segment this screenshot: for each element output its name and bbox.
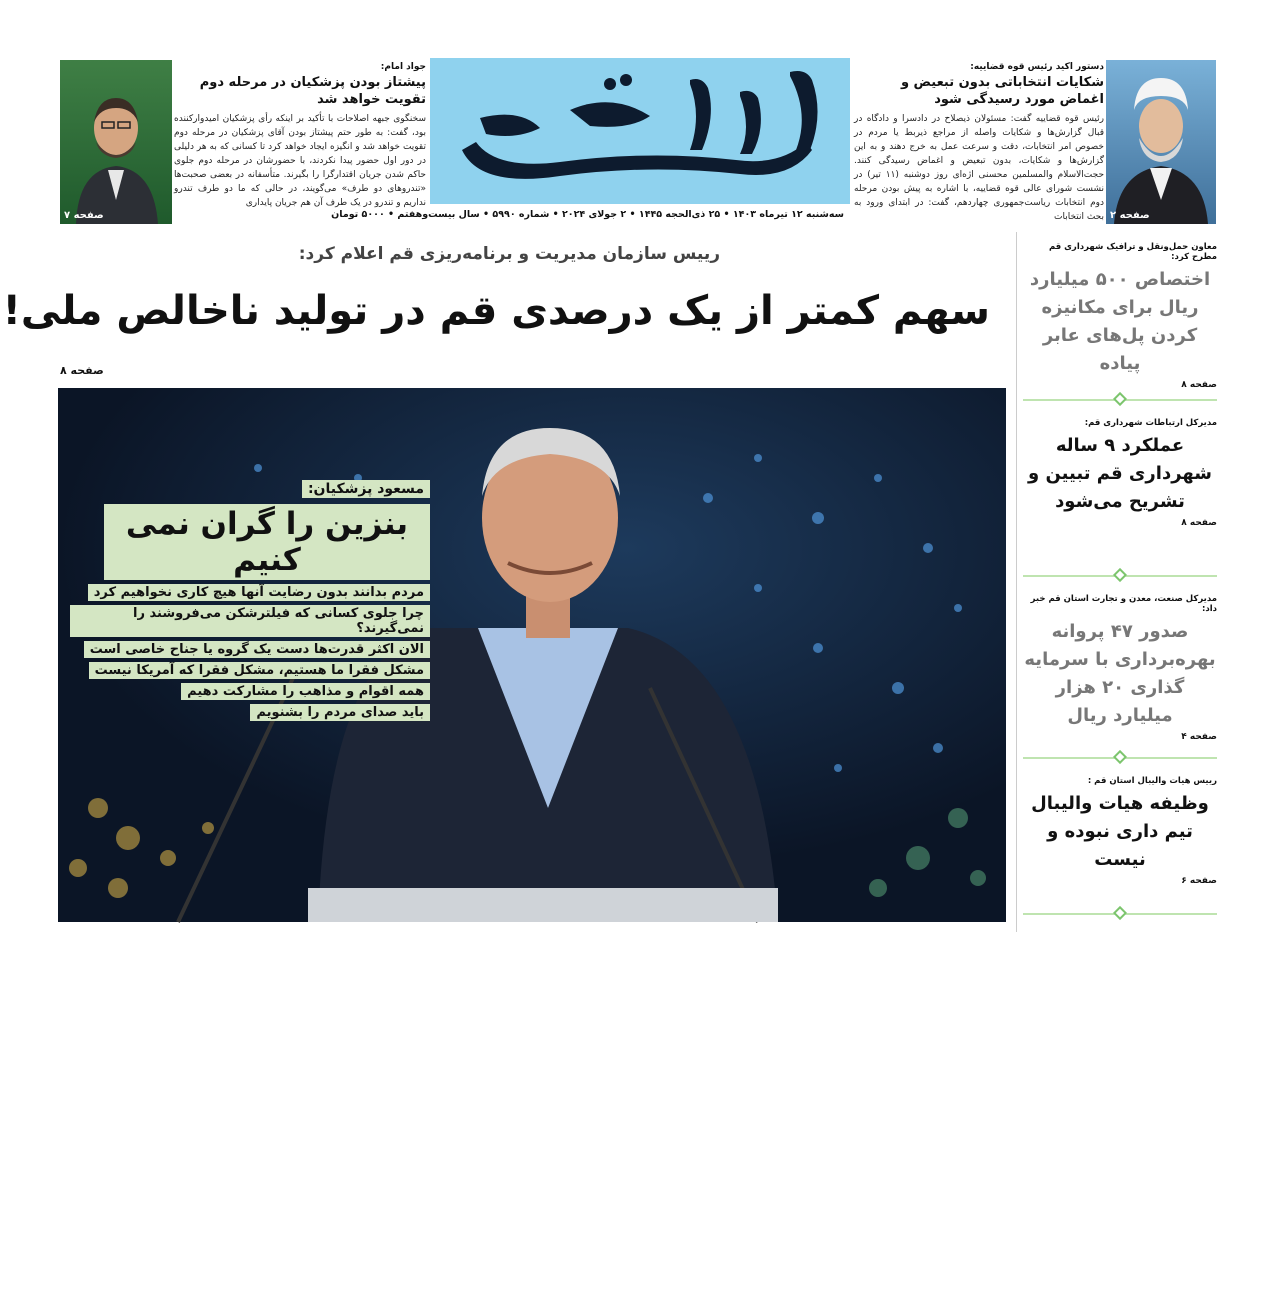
newspaper-logo (440, 58, 840, 198)
portrait-cleric-image (1106, 60, 1216, 224)
story-separator (1023, 752, 1217, 764)
teaser-right-photo-page: صفحه ۲ (1110, 210, 1150, 221)
hero-quote-box (70, 478, 430, 721)
main-headline[interactable]: سهم کمتر از یک درصدی قم در تولید ناخالص ملی! (2, 288, 990, 334)
portrait-man-image (68, 70, 164, 224)
teaser-left[interactable] (174, 60, 426, 224)
teaser-right[interactable] (854, 60, 1104, 224)
right-story-2[interactable] (1023, 418, 1217, 528)
separator-diamond-icon (1113, 392, 1127, 406)
main-page-ref: صفحه ۸ (60, 364, 104, 377)
right-story-headline[interactable]: صدور ۴۷ پروانه بهره‌برداری با سرمایه گذاری ۲۰ هزار میلیارد ریال (1024, 621, 1216, 726)
right-story-page: صفحه ۸ (1181, 380, 1217, 390)
hero-quote-line: الان اکثر قدرت‌ها دست یک گروه یا جناح خاصی است (84, 641, 430, 658)
teaser-left-body: سخنگوی جبهه اصلاحات با تأکید بر اینکه رأی پزشکیان امیدوارکننده بود، گفت: به طور حتم پیشتاز بودن آقای پزشکیان در مرحله دوم تقویت خواهد شد و انگیزه ایجاد خواهد کرد تا کسانی که به هر دلیلی در دور اول حضور پیدا نکردند، با حضورشان در مرحله دوم جلوی حاکم شدن جریان اقتدارگرا را بگیرند. متأسفانه در بعضی صحبت‌ها «تندروهای دو طرف» می‌گویند، در حالی که ما دو طرف تندرو نداریم و تندرو در یک طرف آن هم جریان پایداری (174, 114, 426, 208)
hero-quote-kicker: مسعود پزشکیان: (302, 480, 430, 498)
hero-quote-line: مشکل فقرا ما هستیم، مشکل فقرا که آمریکا نیست (89, 662, 430, 679)
right-story-page: صفحه ۴ (1181, 732, 1217, 742)
teaser-right-headline[interactable]: شکایات انتخاباتی بدون تبعیض و اغماض مورد رسیدگی شود (900, 75, 1104, 107)
teaser-right-kicker: دستور اکید رئیس قوه قضاییه: (970, 62, 1104, 72)
hero-page-ref: صفحه ۱ (120, 1296, 156, 1306)
dateline: سه‌شنبه ۱۲ تیرماه ۱۴۰۳ • ۲۵ ذی‌الحجه ۱۴۴۵ • ۲ جولای ۲۰۲۴ • شماره ۵۹۹۰ • سال بیست‌وهفتم • ۵۰۰۰ تومان (430, 204, 850, 226)
teaser-left-photo-page: صفحه ۷ (64, 210, 104, 221)
teaser-left-kicker: جواد امام: (380, 62, 426, 72)
teaser-right-body: رئیس قوه قضاییه گفت: مسئولان ذیصلاح در دادسرا و دادگاه در قبال گزارش‌ها و شکایات واصله از مراجع ذیربط یا مردم در خصوص امر انتخابات، دقت و سرعت عمل به خرج دهند و به این گزارش‌ها و شکایات، بدون تبعیض و اغماض رسیدگی کنند. حجت‌الاسلام والمسلمین محسنی اژه‌ای روز دوشنبه (۱۱ تیر) در نشست شورای عالی قوه قضاییه، با اشاره به پیش بودن مرحله دوم انتخابات ریاست‌جمهوری چهاردهم، گفت: در ابتدای ورود به بحث انتخابات (854, 114, 1105, 222)
right-story-headline[interactable]: اختصاص ۵۰۰ میلیارد ریال برای مکانیزه کردن پل‌های عابر پیاده (1029, 269, 1211, 374)
separator-diamond-icon (1113, 750, 1127, 764)
right-story-kicker: رییس هیات والیبال استان قم : (1087, 776, 1217, 786)
hero-quote-line: چرا جلوی کسانی که فیلترشکن می‌فروشند را نمی‌گیرند؟ (70, 605, 430, 637)
hero-quote-title[interactable]: بنزین را گران نمی کنیم (104, 504, 430, 580)
right-story-kicker: مدیرکل صنعت، معدن و تجارت استان قم خبر داد: (1030, 594, 1217, 614)
teaser-left-headline[interactable]: پیشتاز بودن پزشکیان در مرحله دوم تقویت خواهد شد (199, 75, 426, 107)
separator-diamond-icon (1113, 568, 1127, 582)
right-story-3[interactable] (1023, 594, 1217, 742)
right-story-page: صفحه ۸ (1181, 518, 1217, 528)
main-kicker: رییس سازمان مدیریت و برنامه‌ریزی قم اعلام کرد: (298, 244, 720, 264)
hero-quote-line: همه اقوام و مذاهب را مشارکت دهیم (181, 683, 430, 700)
story-separator (1023, 570, 1217, 582)
story-separator (1023, 394, 1217, 406)
right-news-column (1016, 232, 1220, 932)
teaser-left-photo (60, 60, 172, 224)
hero-quote-line: باید صدای مردم را بشنویم (250, 704, 430, 721)
right-story-headline[interactable]: عملکرد ۹ ساله شهرداری قم تبیین و تشریح می‌شود (1028, 435, 1212, 512)
right-story-page: صفحه ۶ (1181, 876, 1217, 886)
hero-quote-line: مردم بدانند بدون رضایت آنها هیچ کاری نخواهیم کرد (88, 584, 430, 601)
story-separator (1023, 908, 1217, 920)
right-story-headline[interactable]: وظیفه هیات والیبال تیم داری نبوده و نیست (1031, 793, 1209, 870)
teaser-right-photo (1106, 60, 1216, 224)
separator-diamond-icon (1113, 906, 1127, 920)
right-story-1[interactable] (1023, 242, 1217, 390)
right-story-4[interactable] (1023, 776, 1217, 886)
right-story-kicker: معاون حمل‌ونقل و ترافیک شهرداری قم مطرح کرد: (1048, 242, 1217, 262)
right-story-kicker: مدیرکل ارتباطات شهرداری قم: (1084, 418, 1217, 428)
